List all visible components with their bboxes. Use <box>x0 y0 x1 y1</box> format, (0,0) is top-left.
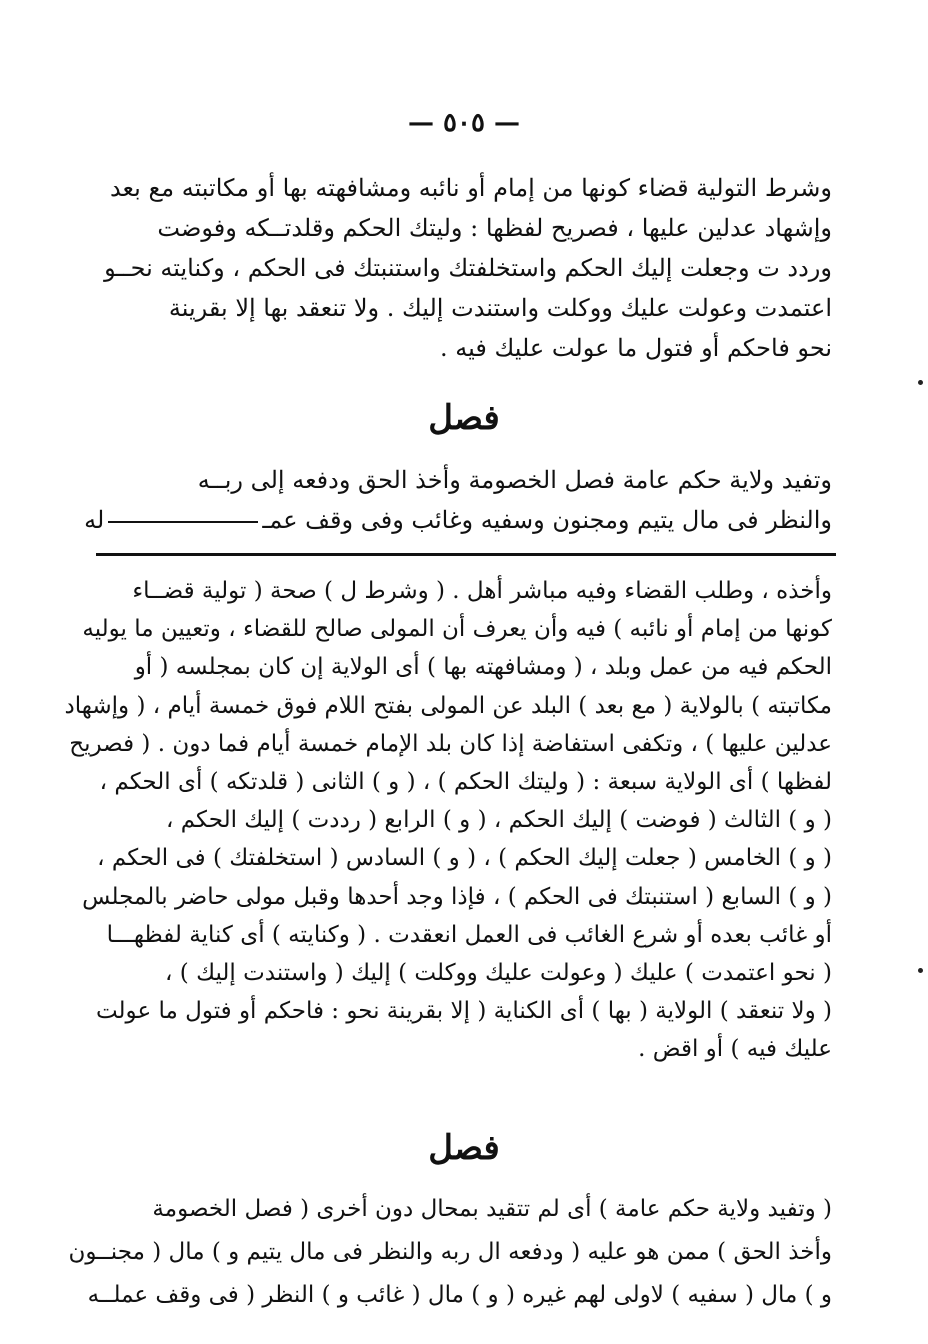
text-line: وأخذه ، وطلب القضاء وفيه مباشر أهل . ( وشرط ل ) صحة ( تولية قضــاء <box>132 578 832 604</box>
text-line: وتفيد ولاية حكم عامة فصل الخصومة وأخذ الحق ودفعه إلى ربــه <box>197 466 832 494</box>
section-heading: فصل <box>428 398 500 438</box>
text-line: عدلين عليها ) ، وتكفى استفاضة إذا كان بلد الإمام خمسة أيام فما دون . ( فصريح <box>69 730 832 757</box>
margin-dot <box>918 380 923 385</box>
text-line: لفظها ) أى الولاية سبعة : ( وليتك الحكم ) ، ( و ) الثانى ( قلدتكه ) أى الحكم ، <box>99 768 832 795</box>
text-line: ( و ) الخامس ( جعلت إليك الحكم ) ، ( و ) السادس ( استخلفتك ) فى الحكم ، <box>97 845 832 872</box>
text-line: ( نحو اعتمدت ) عليك ( وعولت عليك ووكلت ) إليك ( واستندت إليك ) ، <box>165 959 832 986</box>
text-line: وردد ت وجعلت إليك الحكم واستخلفتك واستنبتك فى الحكم ، وكنايته نحــو <box>104 254 832 282</box>
text-line: كونها من إمام أو نائبه ) فيه وأن يعرف أن المولى صالح للقضاء ، وتعيين ما يوليه <box>82 616 832 643</box>
text-line: وإشهاد عدلين عليها ، فصريح لفظها : وليتك الحكم وقلدتــكه وفوضت <box>157 214 832 242</box>
text-line: الحكم فيه من عمل وبلد ، ( ومشافهته بها ) أى الولاية إن كان بمجلسه ( أو <box>134 654 832 681</box>
text-line: وشرط التولية قضاء كونها من إمام أو نائبه ومشافهته بها أو مكاتبته مع بعد <box>109 174 832 202</box>
text-line: وأخذ الحق ) ممن هو عليه ( ودفعه ال ربه والنظر فى مال يتيم و ) مال ( مجنــون <box>68 1239 832 1265</box>
text-line: عليك فيه ) أو اقض . <box>638 1036 832 1063</box>
text-line: مكاتبته ) بالولاية ( مع بعد ) البلد عن المولى بفتح اللام فوق خمسة أيام ، ( وإشهاد <box>64 692 832 719</box>
text-line: ( وتفيد ولاية حكم عامة ) أى لم تتقيد بمحال دون أخرى ( فصل الخصومة <box>152 1196 832 1222</box>
sharh-text-2 <box>68 1188 832 1317</box>
page-number: — ٥٠٥ — <box>407 108 521 138</box>
text-fragment: له <box>84 506 105 534</box>
matn-text <box>100 168 832 368</box>
text-line: ( و ) الثالث ( فوضت ) إليك الحكم ، ( و ) الرابع ( رددت ) إليك الحكم ، <box>165 807 832 834</box>
text-line: و ) مال ( سفيه ) لاولى لهم غيره ( و ) مال ( غائب و ) النظر ( فى وقف عملــه <box>87 1282 832 1308</box>
text-line: أو غائب بعده أو شرع الغائب فى العمل انعقدت . ( وكنايته ) أى كناية لفظهـــا <box>106 921 832 948</box>
text-line: اعتمدت وعولت عليك ووكلت واستندت إليك . ولا تنعقد بها إلا بقرينة <box>168 294 832 322</box>
text-line: نحو فاحكم أو فتول ما عولت عليك فيه . <box>440 334 832 362</box>
sharh-text <box>64 572 832 1068</box>
section-divider <box>96 553 836 556</box>
text-line: ( ولا تنعقد ) الولاية ( بها ) أى الكناية ( إلا بقرينة نحو : فاحكم أو فتول ما عولت <box>95 998 832 1025</box>
dash-rule <box>108 521 258 523</box>
text-line <box>84 500 832 540</box>
section-heading-2: فصل <box>428 1128 500 1168</box>
text-fragment: والنظر فى مال يتيم ومجنون وسفيه وغائب وفى وقف عمـ <box>262 506 832 534</box>
margin-dot <box>918 968 923 973</box>
text-line: ( و ) السابع ( استنبتك فى الحكم ) ، فإذا وجد أحدها وقبل مولى حاضر بالمجلس <box>82 883 832 910</box>
matn-text-2 <box>84 460 832 540</box>
